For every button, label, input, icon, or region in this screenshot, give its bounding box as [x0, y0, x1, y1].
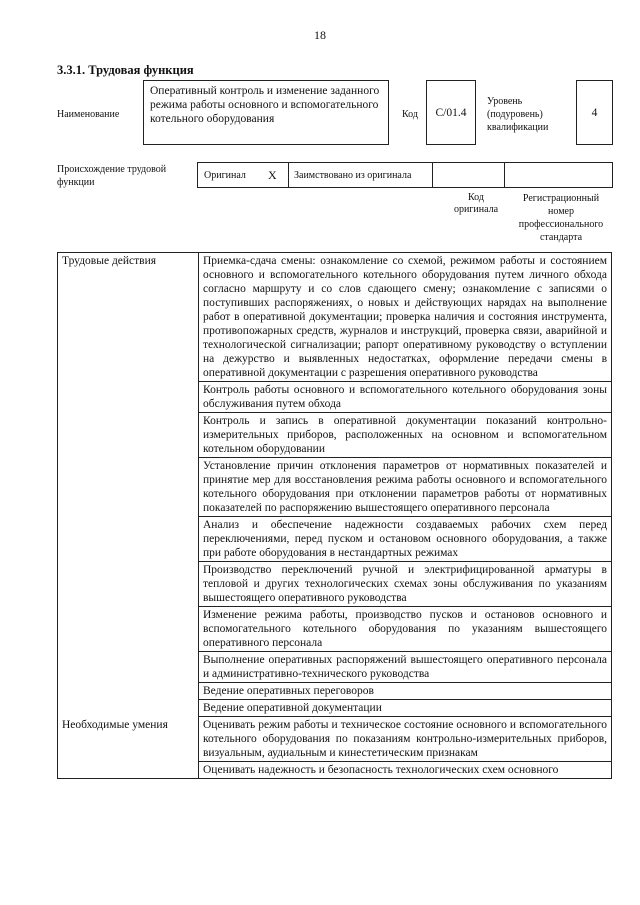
code-value-box: C/01.4	[426, 80, 476, 145]
list-item: Ведение оперативных переговоров	[199, 683, 611, 700]
divider	[288, 163, 289, 187]
code-label: Код	[402, 109, 418, 120]
divider	[504, 163, 505, 187]
list-item: Оценивать режим работы и техническое состояние основного и вспомогательного котельного оборудования по показаниям контрольно-измерительных приборов, визуальным, аудиальным и кинестетическим признакам	[199, 717, 611, 762]
list-item: Изменение режима работы, производство пусков и остановов основного и вспомогательного котельного оборудования по указаниям вышестоящего оперативного персонала	[199, 607, 611, 652]
function-name-box: Оперативный контроль и изменение заданного режима работы основного и вспомогательного котельного оборудования	[143, 80, 389, 145]
original-label: Оригинал	[204, 169, 246, 181]
section-row-actions	[58, 253, 611, 717]
list-item: Контроль и запись в оперативной документации показаний контрольно-измерительных приборов, расположенных на основном и вспомогательном котельном оборудовании	[199, 413, 611, 458]
level-value-box: 4	[576, 80, 613, 145]
divider	[432, 163, 433, 187]
reg-number-label: Регистрационный номер профессионального стандарта	[518, 193, 604, 243]
origin-table	[197, 162, 613, 188]
borrowed-label: Заимствовано из оригинала	[294, 169, 412, 181]
name-label: Наименование	[57, 109, 120, 120]
list-item: Установление причин отклонения параметров от нормативных показателей и принятие мер для восстановления режима работы основного и вспомогательного котельного оборудования при отклонении параметров работы от нормативных показателей по распоряжению вышестоящего оперативного персонала	[199, 458, 611, 517]
list-item: Контроль работы основного и вспомогательного котельного оборудования зоны обслуживания путем обхода	[199, 382, 611, 413]
list-item: Выполнение оперативных распоряжений вышестоящего оперативного персонала и административно-технического руководства	[199, 652, 611, 683]
list-item: Оценивать надежность и безопасность технологических схем основного	[199, 762, 611, 779]
list-item: Ведение оперативной документации	[199, 700, 611, 717]
section-row-skills	[58, 717, 611, 779]
list-item: Приемка-сдача смены: ознакомление со схемой, режимом работы и состоянием основного и вспомогательного котельного оборудования путем личного обхода согласно маршруту и со слов сдающего смену; ознакомление с записями о поступивших распоряжениях, о новых и действующих нарядах на выполнение работ в оперативной документации; проверка наличия и состояния инструмента, противопожарных средств, журналов и инструкций, проверка связи, аварийной и технологической сигнализации; рапорт оперативному руководству о вступлении на дежурство и выявленных недостатках, оформление передачи смены в оперативной документации с разрешения оперативного руководства	[199, 253, 611, 382]
section-title-skills: Необходимые умения	[58, 717, 199, 779]
original-mark: X	[268, 167, 277, 182]
code-original-label: Код оригинала	[453, 192, 499, 215]
section-title: 3.3.1. Трудовая функция	[57, 63, 194, 77]
page-number: 18	[314, 28, 326, 42]
level-label: Уровень (подуровень) квалификации	[487, 96, 549, 133]
section-title-actions: Трудовые действия	[58, 253, 199, 717]
list-item: Анализ и обеспечение надежности создаваемых рабочих схем перед переключениями, перед пуском и остановом основного оборудования, а также при работе оборудования в нестандартных режимах	[199, 517, 611, 562]
list-item: Производство переключений ручной и электрифицированной арматуры в тепловой и других технологических схемах зоны обслуживания по указаниям вышестоящего оперативного руководства	[199, 562, 611, 607]
main-table	[57, 252, 612, 779]
origin-label: Происхождение трудовой функции	[57, 164, 167, 188]
